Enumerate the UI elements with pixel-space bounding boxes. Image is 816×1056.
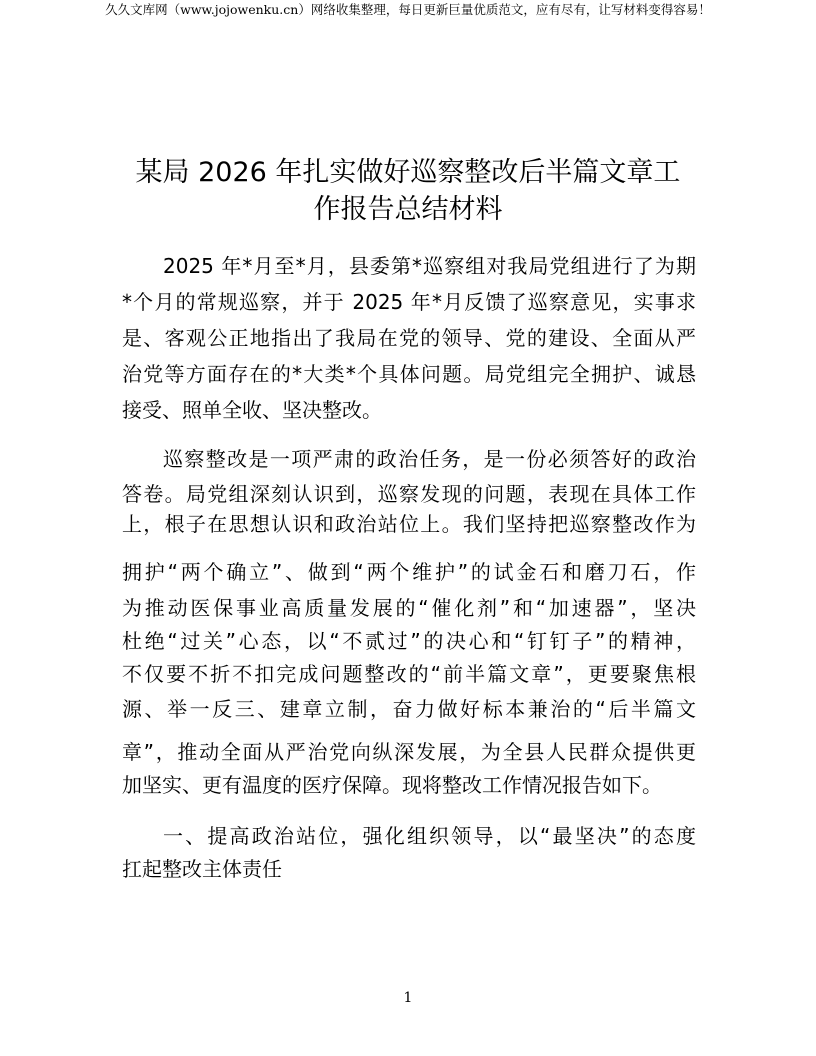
header-note: 久久文库网（www.jojowenku.cn）网络收集整理，每日更新巨量优质范文，应有尽有，让写材料变得容易！	[105, 2, 711, 17]
paragraph-line: 不仅要不折不扣完成问题整改的“前半篇文章”，更要聚焦根	[122, 662, 696, 686]
paragraph-line: 为推动医保事业高质量发展的“催化剂”和“加速器”，坚决	[122, 596, 696, 620]
paragraph-line: 章”，推动全面从严治党向纵深发展，为全县人民群众提供更	[122, 740, 696, 764]
paragraph-line: 上，根子在思想认识和政治站位上。我们坚持把巡察整改作为	[122, 512, 696, 536]
paragraph-line: *个月的常规巡察，并于 2025 年*月反馈了巡察意见，实事求	[122, 290, 696, 314]
document-title-line-2: 作报告总结材料	[313, 194, 503, 225]
paragraph-line: 源、举一反三、建章立制，奋力做好标本兼治的“后半篇文	[122, 697, 696, 721]
paragraph-line: 接受、照单全收、坚决整改。	[122, 398, 382, 422]
paragraph-line: 2025 年*月至*月，县委第*巡察组对我局党组进行了为期	[163, 254, 696, 278]
page-number: 1	[403, 990, 413, 1006]
paragraph-line: 是、客观公正地指出了我局在党的领导、党的建设、全面从严	[122, 326, 696, 350]
paragraph-line: 拥护“两个确立”、做到“两个维护”的试金石和磨刀石，作	[122, 560, 696, 584]
paragraph-line: 答卷。局党组深刻认识到，巡察发现的问题，表现在具体工作	[122, 482, 696, 506]
paragraph-line: 杜绝“过关”心态，以“不贰过”的决心和“钉钉子”的精神，	[122, 629, 696, 653]
section-heading-line: 扛起整改主体责任	[122, 857, 282, 881]
document-title-line-1: 某局 2026 年扎实做好巡察整改后半篇文章工	[135, 157, 681, 188]
section-heading-line: 一、提高政治站位，强化组织领导，以“最坚决”的态度	[163, 824, 696, 848]
paragraph-line: 治党等方面存在的*大类*个具体问题。局党组完全拥护、诚恳	[122, 362, 696, 386]
paragraph-line: 巡察整改是一项严肃的政治任务，是一份必须答好的政治	[163, 447, 696, 471]
paragraph-line: 加坚实、更有温度的医疗保障。现将整改工作情况报告如下。	[122, 773, 662, 797]
